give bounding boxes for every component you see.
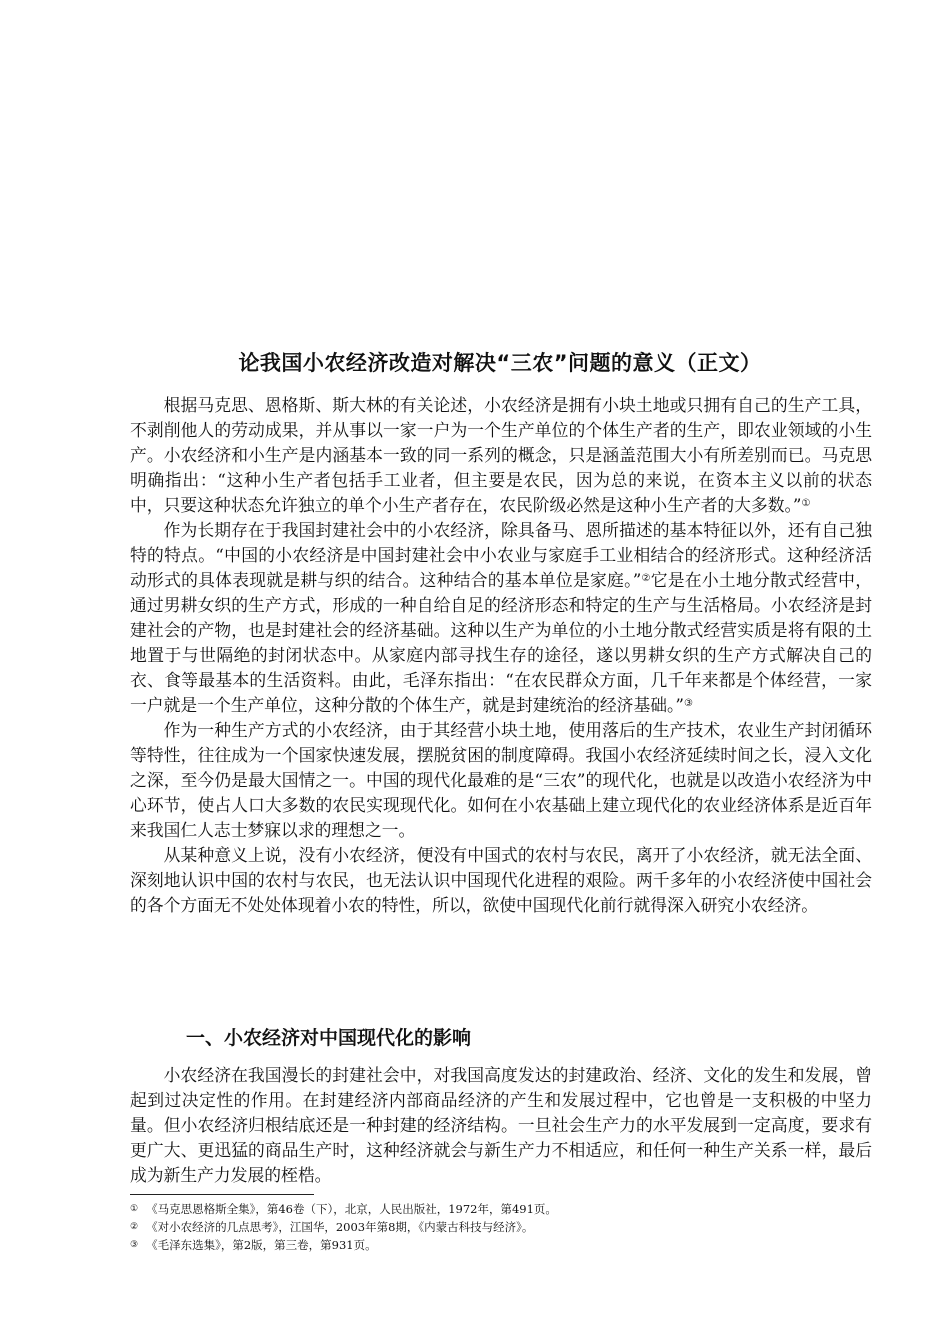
intro-body: [130, 393, 872, 918]
footnote-ref-2[interactable]: ②: [641, 573, 651, 584]
footnotes: [130, 1200, 872, 1254]
footnote-mark: ②: [130, 1222, 139, 1232]
paragraph-2-text-b: 它是在小土地分散式经营中，通过男耕女织的生产方式，形成的一种自给自足的经济形态和特定的生产与生活格局。小农经济是封建社会的产物，也是封建社会的经济基础。这种以生产为单位的小土地分散式经营实质是将有限的土地置于与世隔绝的封闭状态中。从家庭内部寻找生存的途径，遂以男耕女织的生产方式解决自己的衣、食等最基本的生活资料。由此，毛泽东指出：“在农民群众方面，几千年来都是个体经营，一家一户就是一个生产单位，这种分散的个体生产，就是封建统治的经济基础。”: [130, 570, 873, 715]
paragraph-1-text: 根据马克思、恩格斯、斯大林的有关论述，小农经济是拥有小块土地或只拥有自己的生产工具，不剥削他人的劳动成果，并从事以一家一户为一个生产单位的个体生产者的生产，即农业领域的小生产。小农经济和小生产是内涵基本一致的同一系列的概念，只是涵盖范围大小有所差别而已。马克思明确指出：“这种小生产者包括手工业者，但主要是农民，因为总的来说，在资本主义以前的状态中，只要这种状态允许独立的单个小生产者存在，农民阶级必然是这种小生产者的大多数。”: [130, 395, 872, 515]
footnote-text: 《毛泽东选集》，第2版，第三卷，第931页。: [146, 1238, 377, 1252]
paragraph-4-text: 从某种意义上说，没有小农经济，便没有中国式的农村与农民，离开了小农经济，就无法全面、深刻地认识中国的农村与农民，也无法认识中国现代化进程的艰险。两千多年的小农经济使中国社会的各个方面无不处处体现着小农的特性，所以，欲使中国现代化前行就得深入研究小农经济。: [130, 845, 872, 915]
footnote-separator: [130, 1194, 314, 1195]
footnote-text: 《对小农经济的几点思考》，江国华，2003年第8期，《内蒙古科技与经济》。: [146, 1220, 534, 1234]
paragraph-3: [130, 718, 872, 843]
footnote-ref-3[interactable]: ③: [683, 698, 693, 709]
footnote-2: [130, 1218, 872, 1236]
footnote-mark: ①: [130, 1204, 139, 1214]
paragraph-2-text-a: 作为长期存在于我国封建社会中的小农经济，除具备马、恩所描述的基本特征以外，还有自己独特的特点。“中国的小农经济是中国封建社会中小农业与家庭手工业相结合的经济形式。这种经济活动形式的具体表现就是耕与织的结合。这种结合的基本单位是家庭。”: [130, 520, 872, 590]
section-heading: 一、小农经济对中国现代化的影响: [186, 1027, 472, 1049]
footnote-mark: ③: [130, 1240, 139, 1250]
footnote-ref-1[interactable]: ①: [801, 498, 811, 509]
paragraph-4: [130, 843, 872, 918]
paragraph-1: [130, 393, 872, 518]
footnote-1: [130, 1200, 872, 1218]
paragraph-3-text: 作为一种生产方式的小农经济，由于其经营小块土地，使用落后的生产技术，农业生产封闭循环等特性，往往成为一个国家快速发展，摆脱贫困的制度障碍。我国小农经济延续时间之长，浸入文化之深，至今仍是最大国情之一。中国的现代化最难的是“三农”的现代化，也就是以改造小农经济为中心环节，使占人口大多数的农民实现现代化。如何在小农基础上建立现代化的农业经济体系是近百年来我国仁人志士梦寐以求的理想之一。: [130, 720, 872, 840]
section-body: [130, 1063, 872, 1188]
section-paragraph: 小农经济在我国漫长的封建社会中，对我国高度发达的封建政治、经济、文化的发生和发展，曾起到过决定性的作用。在封建经济内部商品经济的产生和发展过程中，它也曾是一支积极的中坚力量。但小农经济归根结底还是一种封建的经济结构。一旦社会生产力的水平发展到一定高度，要求有更广大、更迅猛的商品生产时，这种经济就会与新生产力不相适应，和任何一种生产关系一样，最后成为新生产力发展的桎梏。: [130, 1065, 872, 1185]
footnote-text: 《马克思恩格斯全集》，第46卷（下），北京，人民出版社，1972年，第491页。: [146, 1202, 557, 1216]
footnote-3: [130, 1236, 872, 1254]
page-title: 论我国小农经济改造对解决“三农”问题的意义（正文）: [238, 351, 762, 375]
paragraph-2: [130, 518, 872, 718]
